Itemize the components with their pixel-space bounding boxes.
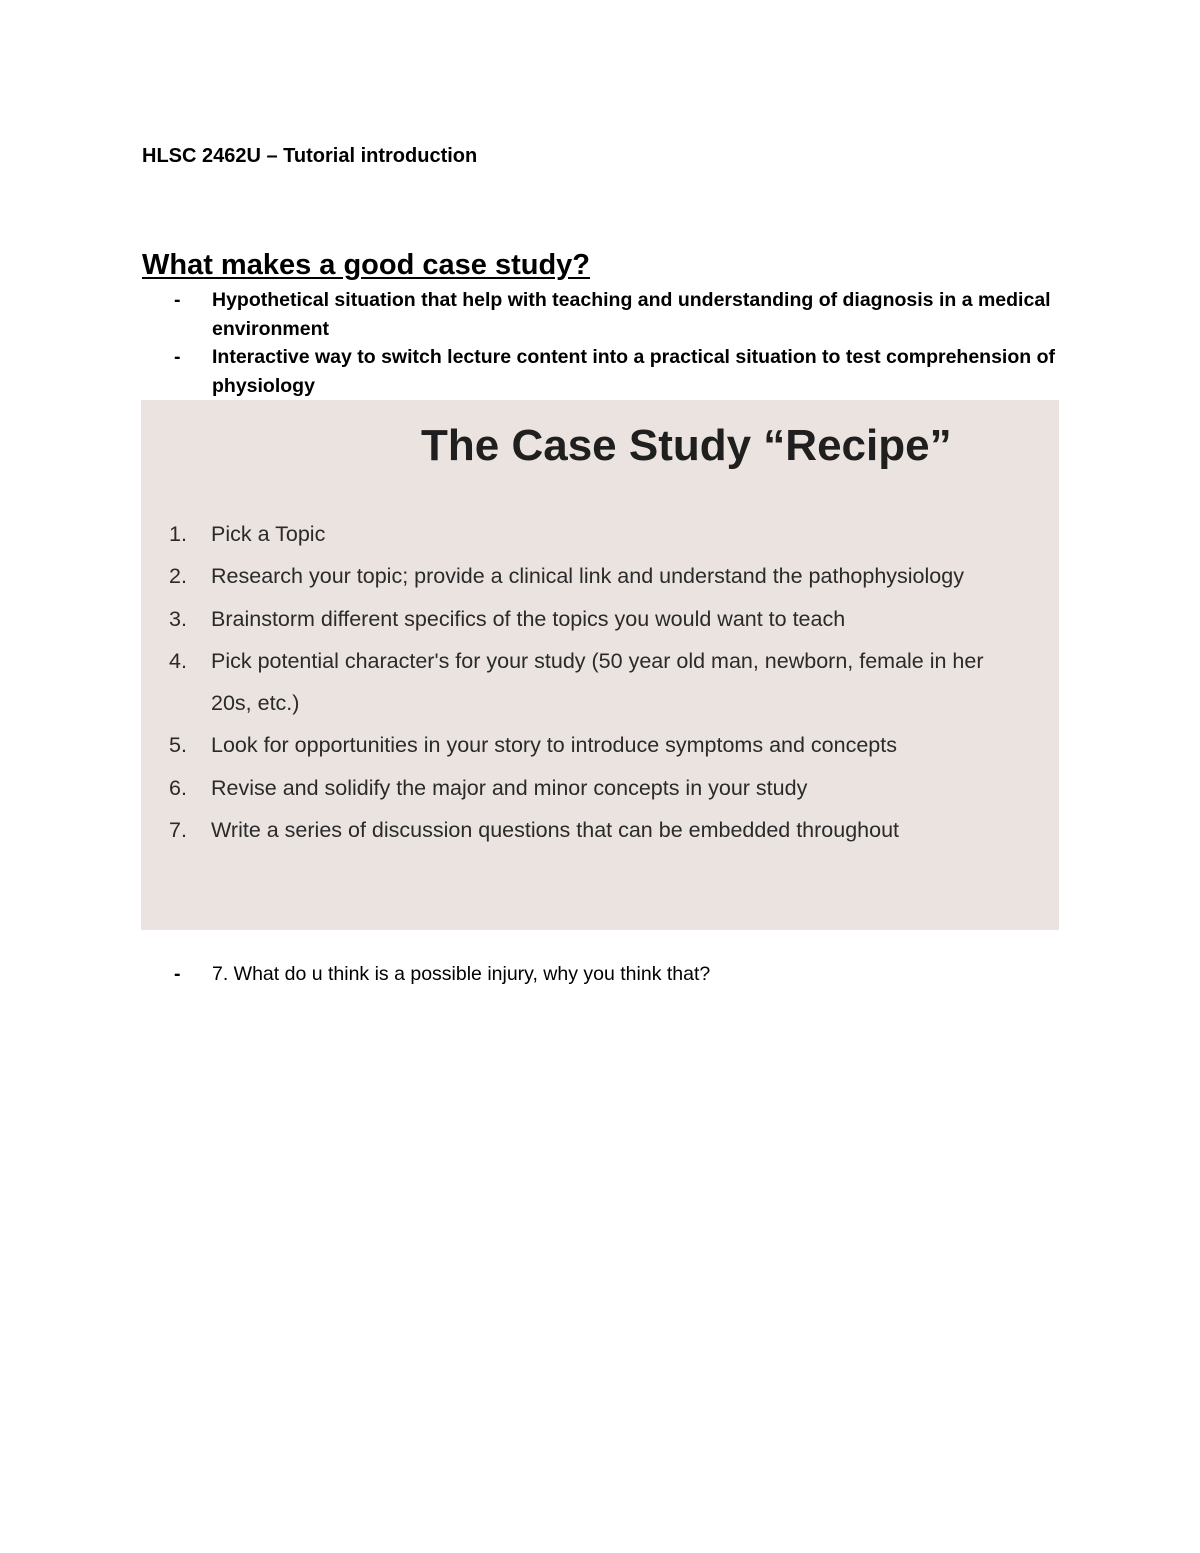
bullet-marker: - <box>174 963 181 985</box>
step-text: Look for opportunities in your story to introduce symptoms and concepts <box>211 733 897 758</box>
bullet-text: Hypothetical situation that help with teaching and understanding of diagnosis in a medical environment <box>212 289 1051 340</box>
recipe-step <box>169 724 1029 766</box>
step-text: Write a series of discussion questions that can be embedded throughout <box>211 818 900 843</box>
step-number: 3. <box>169 606 187 631</box>
bullet-text: Interactive way to switch lecture content into a practical situation to test comprehension of physiology <box>212 346 1055 397</box>
bullet-item <box>142 343 1082 400</box>
bullet-text: 7. What do u think is a possible injury, why you think that? <box>212 963 711 985</box>
section-heading: What makes a good case study? <box>142 249 591 281</box>
recipe-title: The Case Study “Recipe” <box>421 421 952 470</box>
bullet-item <box>142 960 1082 989</box>
bullet-item <box>142 286 1082 343</box>
step-text: Revise and solidify the major and minor concepts in your study <box>211 775 808 800</box>
step-number: 5. <box>169 733 187 758</box>
step-number: 6. <box>169 775 187 800</box>
bullet-marker: - <box>174 289 181 311</box>
step-number: 1. <box>169 522 187 546</box>
step-number: 2. <box>169 564 187 589</box>
bullet-list <box>142 286 1082 400</box>
step-text: Pick a Topic <box>211 522 326 546</box>
recipe-step <box>169 767 1029 809</box>
step-text: Pick potential character's for your study (50 year old man, newborn, female in her 20s, etc.) <box>211 648 984 716</box>
recipe-step <box>169 513 1029 555</box>
recipe-step <box>169 640 1029 725</box>
bottom-bullet-list <box>142 960 1082 989</box>
recipe-image <box>141 400 1059 930</box>
recipe-step <box>169 555 1029 597</box>
step-number: 7. <box>169 818 187 843</box>
course-title: HLSC 2462U – Tutorial introduction <box>142 145 478 167</box>
step-text: Research your topic; provide a clinical link and understand the pathophysiology <box>211 564 964 589</box>
recipe-steps <box>169 513 1029 851</box>
step-text: Brainstorm different specifics of the topics you would want to teach <box>211 606 846 631</box>
step-number: 4. <box>169 648 187 673</box>
bullet-marker: - <box>174 346 181 368</box>
recipe-step <box>169 809 1029 851</box>
recipe-step <box>169 598 1029 640</box>
